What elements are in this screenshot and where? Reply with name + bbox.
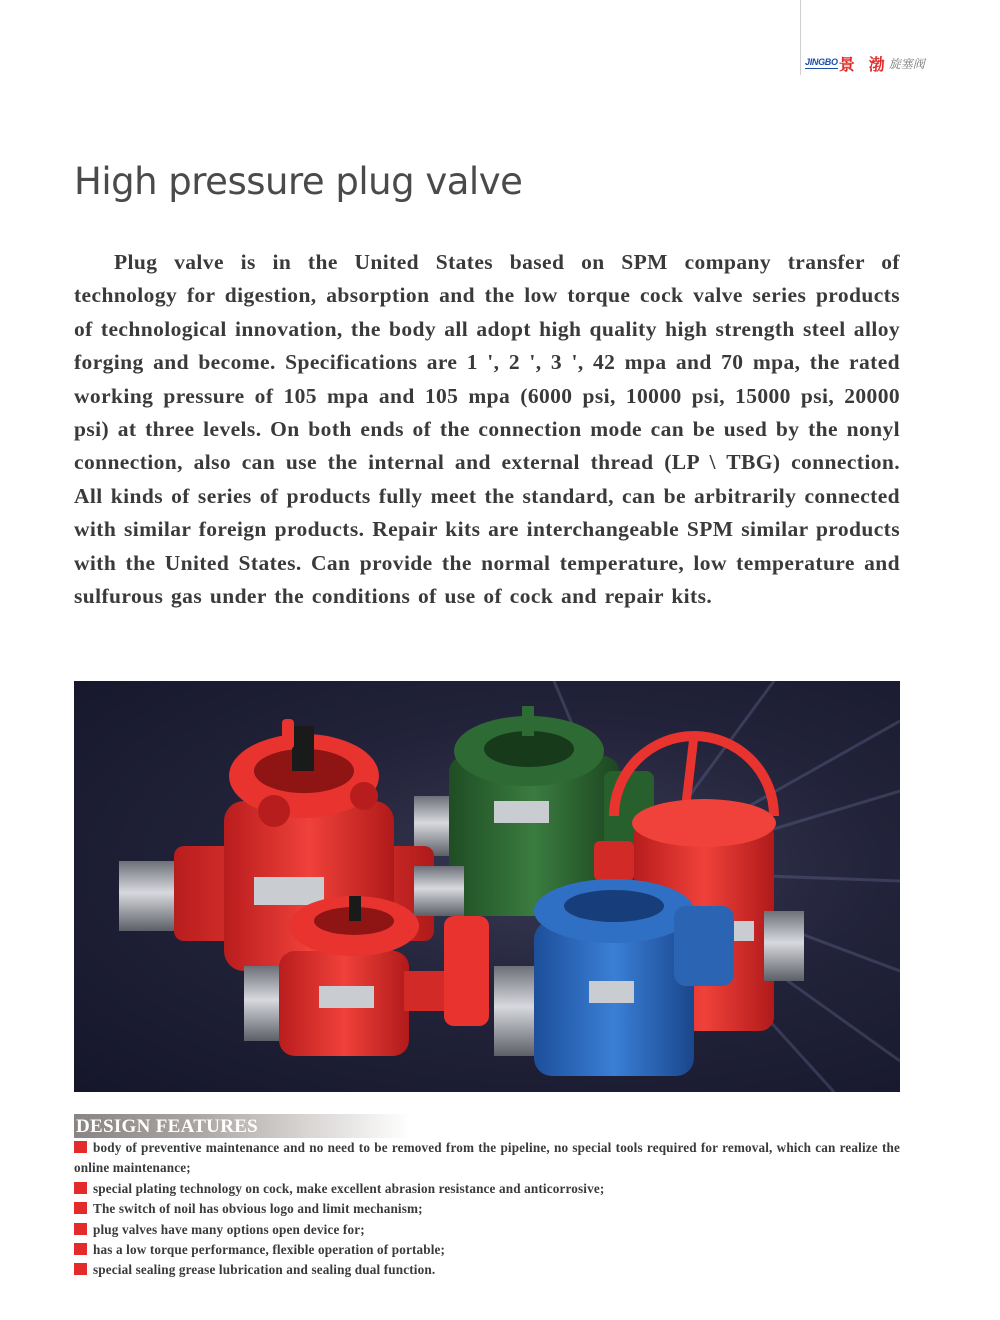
feature-text: The switch of noil has obvious logo and limit mechanism; bbox=[93, 1201, 423, 1217]
design-features-heading: DESIGN FEATURES bbox=[74, 1114, 410, 1138]
design-features-list bbox=[74, 1138, 900, 1281]
page-title: High pressure plug valve bbox=[74, 160, 523, 203]
red-square-bullet-icon bbox=[74, 1223, 87, 1235]
red-square-bullet-icon bbox=[74, 1263, 87, 1275]
feature-text: special plating technology on cock, make excellent abrasion resistance and anticorrosive; bbox=[93, 1180, 605, 1196]
feature-item bbox=[74, 1199, 900, 1219]
header-divider-line bbox=[800, 0, 801, 75]
feature-text: body of preventive maintenance and no need to be removed from the pipeline, no special tools required for removal, which can realize the online maintenance; bbox=[74, 1140, 900, 1176]
brand-subtitle: 旋塞阀 bbox=[888, 56, 925, 71]
feature-item bbox=[74, 1240, 900, 1260]
red-square-bullet-icon bbox=[74, 1182, 87, 1194]
feature-text: plug valves have many options open device for; bbox=[93, 1221, 365, 1237]
red-square-bullet-icon bbox=[74, 1243, 87, 1255]
product-photo-illustration bbox=[74, 681, 900, 1092]
brand-logo bbox=[805, 52, 925, 74]
product-photo bbox=[74, 681, 900, 1092]
red-square-bullet-icon bbox=[74, 1141, 87, 1153]
brand-name-cn-2: 渤 bbox=[868, 54, 885, 74]
intro-paragraph: Plug valve is in the United States based on SPM company transfer of technology for digestion, absorption and the low torque cock valve series products of technological innovation, the body all adopt high quality high strength steel alloy forging and become. Specifications are 1 ', 2 ', 3 ', 42 mpa and 70 mpa, the rated working pressure of 105 mpa and 105 mpa (6000 psi, 10000 psi, 15000 psi, 20000 psi) at three levels. On both ends of the connection mode can be used by the nonyl connection, also can use the internal and external thread (LP \ TBG) connection. All kinds of series of products fully meet the standard, can be arbitrarily connected with similar foreign products. Repair kits are interchangeable SPM similar products with the United States. Can provide the normal temperature, low temperature and sulfurous gas under the conditions of use of cock and repair kits. bbox=[74, 250, 900, 609]
feature-item bbox=[74, 1220, 900, 1240]
brand-logo-en: JINGBO bbox=[805, 56, 838, 67]
brand-name-cn-1: 景 bbox=[838, 54, 855, 74]
feature-item bbox=[74, 1138, 900, 1179]
feature-text: has a low torque performance, flexible operation of portable; bbox=[93, 1242, 446, 1258]
feature-text: special sealing grease lubrication and sealing dual function. bbox=[93, 1262, 436, 1278]
red-square-bullet-icon bbox=[74, 1202, 87, 1214]
feature-item bbox=[74, 1260, 900, 1280]
feature-item bbox=[74, 1179, 900, 1199]
